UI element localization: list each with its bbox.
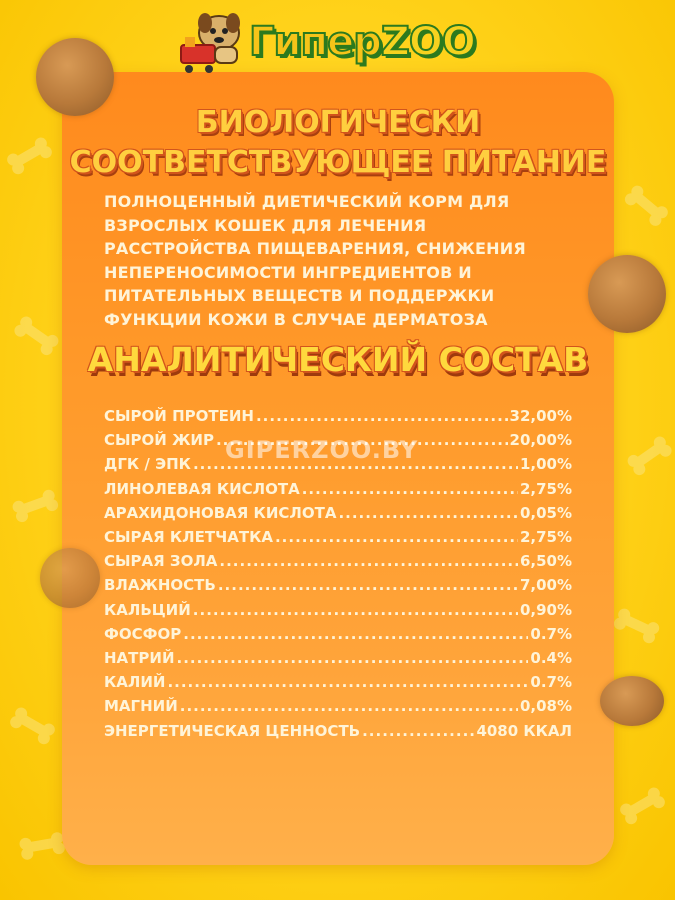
analysis-row: ЭНЕРГЕТИЧЕСКАЯ ЦЕННОСТЬ ..... 4080 ККАЛ [104, 718, 572, 742]
analysis-row: ЛИНОЛЕВАЯ КИСЛОТА ..... 2,75% [104, 477, 572, 501]
heading-line-2: СООТВЕТСТВУЮЩЕЕ ПИТАНИЕ [69, 145, 607, 180]
heading-line-1: БИОЛОГИЧЕСКИ [195, 105, 481, 140]
analysis-row: НАТРИЙ ..... 0.4% [104, 646, 572, 670]
analysis-row: МАГНИЙ ..... 0,08% [104, 694, 572, 718]
analysis-row: СЫРОЙ ЖИР ..... 20,00% [104, 428, 572, 452]
analysis-row: СЫРОЙ ПРОТЕИН ..... 32,00% [104, 404, 572, 428]
analysis-row: КАЛИЙ ..... 0.7% [104, 670, 572, 694]
analysis-row: ДГК / ЭПК ..... 1,00% [104, 452, 572, 476]
analysis-row: ВЛАЖНОСТЬ ..... 7,00% [104, 573, 572, 597]
analysis-title: АНАЛИТИЧЕСКИЙ СОСТАВ [87, 340, 589, 379]
brand-logo [175, 8, 475, 76]
analysis-row: СЫРАЯ КЛЕТЧАТКА ..... 2,75% [104, 525, 572, 549]
product-description: ПОЛНОЦЕННЫЙ ДИЕТИЧЕСКИЙ КОРМ ДЛЯ ВЗРОСЛЫХ КОШЕК ДЛЯ ЛЕЧЕНИЯ РАССТРОЙСТВА ПИЩЕВАРЕНИЯ, СНИЖЕНИЯ НЕПЕРЕНОСИМОСТИ ИНГРЕДИЕНТОВ И ПИТАТЕЛЬНЫХ ВЕЩЕСТВ И ПОДДЕРЖКИ ФУНКЦИИ КОЖИ В СЛУЧАЕ ДЕРМАТОЗА [104, 192, 526, 329]
brand-name: ГиперZOO [249, 19, 475, 65]
analysis-row: ФОСФОР ..... 0.7% [104, 622, 572, 646]
analysis-row: АРАХИДОНОВАЯ КИСЛОТА ..... 0,05% [104, 501, 572, 525]
kibble-image [40, 548, 100, 608]
analysis-row: СЫРАЯ ЗОЛА ..... 6,50% [104, 549, 572, 573]
watermark: GIPERZOO.BY [225, 436, 419, 464]
analysis-row: КАЛЬЦИЙ ..... 0,90% [104, 598, 572, 622]
dog-cart-mascot-icon [175, 9, 249, 75]
kibble-image [588, 255, 666, 333]
kibble-image [600, 676, 664, 726]
